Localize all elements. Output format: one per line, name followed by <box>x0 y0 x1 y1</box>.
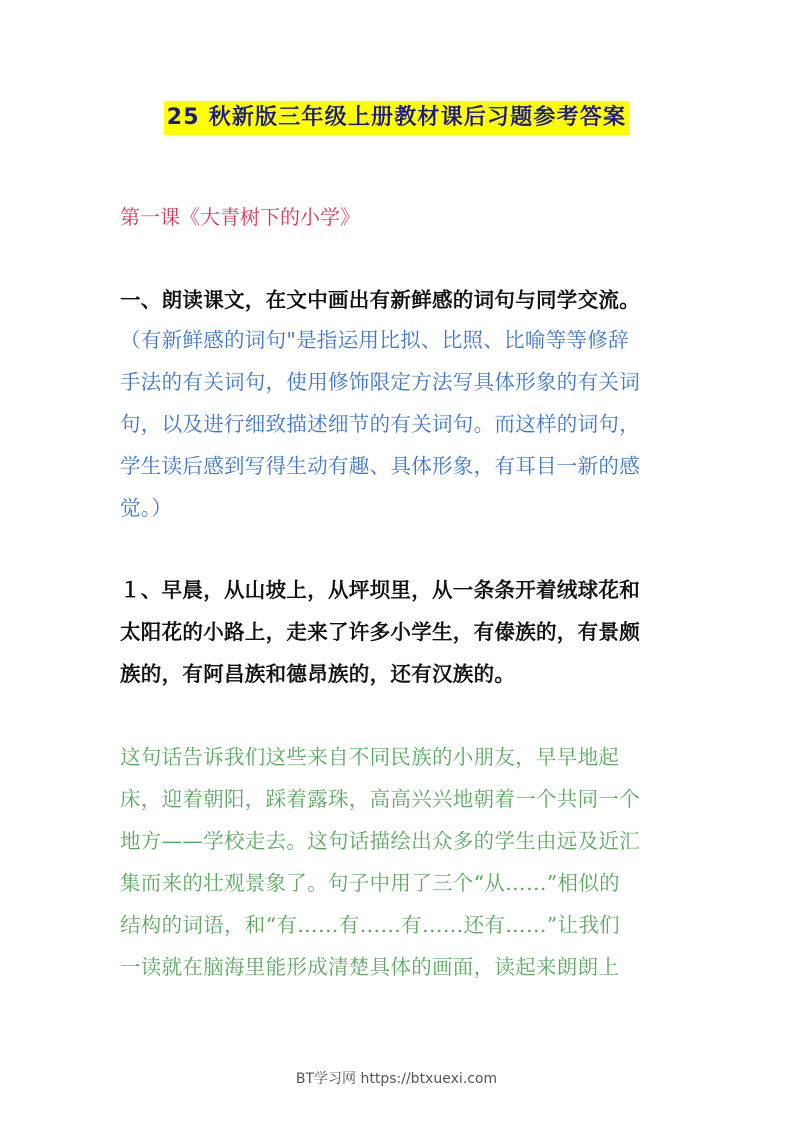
example-quote-line: 族的，有阿昌族和德昂族的，还有汉族的。 <box>120 662 516 686</box>
footer-watermark: BT学习网 https://btxuexi.com <box>295 1071 498 1087</box>
example-quote-line: 太阳花的小路上，走来了许多小学生，有傣族的，有景颇 <box>120 620 640 644</box>
explanation-line: （有新鲜感的词句"是指运用比拟、比照、比喻等等修辞 <box>120 328 629 352</box>
analysis-paragraph <box>120 736 680 988</box>
page-title-container <box>0 101 793 135</box>
example-quote-paragraph <box>120 569 680 695</box>
explanation-line: 句，以及进行细致描述细节的有关词句。而这样的词句， <box>120 412 640 436</box>
analysis-line: 床，迎着朝阳，踩着露珠，高高兴兴地朝着一个共同一个 <box>120 787 640 811</box>
lesson-title: 第一课《大青树下的小学》 <box>120 205 360 229</box>
analysis-line: 地方——学校走去。这句话描绘出众多的学生由远及近汇 <box>120 829 640 853</box>
page-title: 25 秋新版三年级上册教材课后习题参考答案 <box>164 101 629 135</box>
explanation-line: 学生读后感到写得生动有趣、具体形象，有耳目一新的感 <box>120 454 640 478</box>
question-heading <box>120 279 680 321</box>
analysis-line: 集而来的壮观景象了。句子中用了三个“从……”相似的 <box>120 871 620 895</box>
example-quote-line: １、早晨，从山坡上，从坪坝里，从一条条开着绒球花和 <box>120 578 640 602</box>
question-heading-text: 一、朗读课文，在文中画出有新鲜感的词句与同学交流。 <box>120 288 640 312</box>
analysis-line: 这句话告诉我们这些来自不同民族的小朋友，早早地起 <box>120 745 620 769</box>
analysis-line: 结构的词语，和“有……有……有……还有……”让我们 <box>120 913 620 937</box>
explanation-paragraph <box>120 319 680 529</box>
analysis-line: 一读就在脑海里能形成清楚具体的画面，读起来朗朗上 <box>120 955 620 979</box>
explanation-line: 觉。） <box>120 496 173 520</box>
explanation-line: 手法的有关词句，使用修饰限定方法写具体形象的有关词 <box>120 370 640 394</box>
